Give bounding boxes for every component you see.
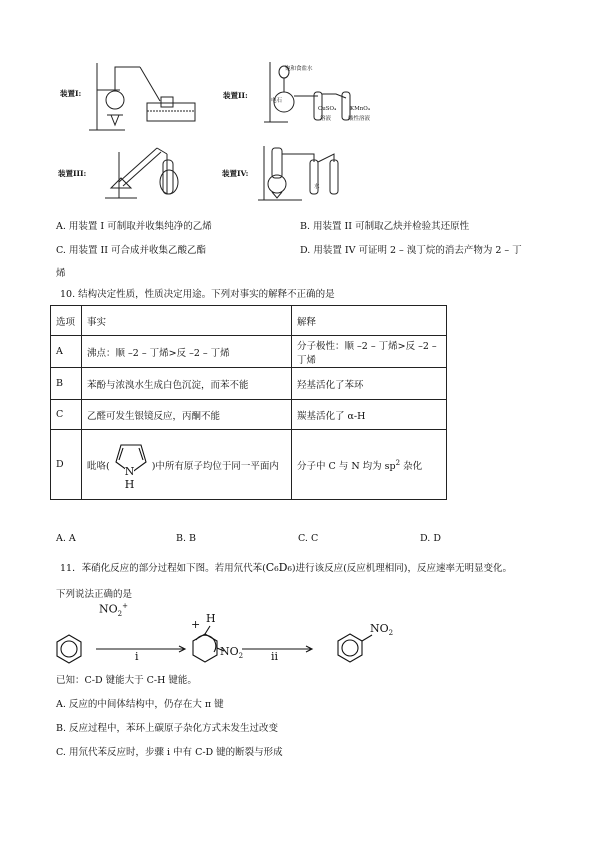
q9-option-d[interactable]: D. 用装置 IV 可证明 2 – 溴丁烷的消去产物为 2 – 丁 — [300, 245, 522, 256]
row-fact: 乙醛可发生银镜反应，丙酮不能 — [82, 400, 292, 430]
fact-prefix: 吡咯( — [87, 460, 110, 472]
q11-stem-formula: C₆D₆ — [265, 561, 292, 574]
apparatus-3-label: 装置III: — [58, 169, 87, 178]
intermediate-no2: $NO_2$ — [220, 645, 244, 661]
apparatus-2-label: 装置II: — [223, 91, 248, 100]
row-option: A — [51, 336, 82, 368]
apparatus-1-label: 装置I: — [60, 89, 82, 98]
header-option: 选项 — [51, 306, 82, 336]
reagent-cuso4: CuSO₄ — [318, 106, 337, 112]
reagent-solution: 溶液 — [320, 116, 332, 122]
apparatus-4-label: 装置IV: — [222, 169, 249, 178]
table-row — [51, 368, 447, 400]
product-no2: $NO_2$ — [370, 622, 394, 638]
row-option: B — [51, 368, 82, 400]
reagent-acidic-solution: 酸性溶液 — [348, 116, 371, 122]
reagent-kmno4: KMnO₄ — [350, 106, 370, 112]
apparatus-4-drawing — [258, 140, 358, 205]
q11-stem-prefix: 11．苯硝化反应的部分过程如下图。若用氘代苯( — [60, 563, 266, 574]
q11-known: 已知：C-D 键能大于 C-H 键能。 — [56, 675, 197, 686]
row-fact: 沸点：顺 –2 – 丁烯>反 –2 – 丁烯 — [82, 336, 292, 368]
q11-stem — [60, 560, 512, 574]
header-fact: 事实 — [82, 306, 292, 336]
q11-option-c[interactable]: C. 用氘代苯反应时，步骤 i 中有 C-D 键的断裂与形成 — [56, 747, 283, 758]
fact-suffix: )中所有原子均位于同一平面内 — [151, 460, 279, 472]
apparatus-1-drawing — [85, 55, 205, 135]
row-fact: 苯酚与浓溴水生成白色沉淀，而苯不能 — [82, 368, 292, 400]
q11-stem-suffix: )进行该反应(反应机理相同)，反应速率无明显变化。 — [291, 563, 512, 574]
q11-option-b[interactable]: B. 反应过程中，苯环上碳原子杂化方式未发生过改变 — [56, 723, 279, 734]
intermediate-h: H — [206, 612, 216, 625]
q10-answer-a[interactable]: A. A — [56, 533, 76, 544]
row-option: D — [51, 430, 82, 500]
q9-option-c[interactable]: C. 用装置 II 可合成并收集乙酸乙酯 — [56, 245, 207, 256]
explain-sup: 2 — [395, 458, 401, 467]
row-option: C — [51, 400, 82, 430]
step-ii-label: ii — [271, 650, 279, 663]
apparatus-3-drawing — [97, 142, 187, 202]
q9-option-b[interactable]: B. 用装置 II 可制取乙炔并检验其还原性 — [300, 221, 470, 232]
header-explanation: 解释 — [292, 306, 447, 336]
table-row — [51, 430, 447, 500]
explain-suffix: 杂化 — [400, 460, 423, 472]
explain-prefix: 分子中 C 与 N 均为 sp — [297, 460, 396, 472]
q11-option-a[interactable]: A. 反应的中间体结构中，仍存在大 π 键 — [56, 699, 224, 710]
q10-answer-d[interactable]: D. D — [420, 533, 441, 544]
reaction-scheme — [50, 600, 410, 670]
row-explanation — [292, 430, 447, 500]
row-fact — [82, 430, 292, 500]
row-explanation: 羰基活化了 α-H — [292, 400, 447, 430]
table-row — [51, 400, 447, 430]
pyrrole-structure — [110, 439, 152, 491]
table-header-row — [51, 306, 447, 336]
intermediate-plus: + — [191, 618, 201, 631]
row-explanation: 分子极性：顺 –2 – 丁烯>反 –2 – 丁烯 — [292, 336, 447, 368]
table-row — [51, 336, 447, 368]
reagent-carbide: 电石 — [271, 98, 283, 104]
q9-option-a[interactable]: A. 用装置 I 可制取并收集纯净的乙烯 — [56, 221, 212, 232]
pyrrole-h: H — [124, 477, 135, 491]
q9-option-d-continued: 烯 — [56, 268, 66, 279]
q10-answer-c[interactable]: C. C — [298, 533, 319, 544]
row-explanation: 羟基活化了苯环 — [292, 368, 447, 400]
q10-stem: 10. 结构决定性质，性质决定用途。下列对事实的解释不正确的是 — [60, 289, 335, 300]
reagent-water: 水 — [314, 184, 320, 190]
pyrrole-n: N — [124, 464, 135, 478]
step-i-label: i — [135, 650, 139, 663]
q11-stem-line2: 下列说法正确的是 — [56, 589, 133, 600]
reagent-no2: $NO_2^+$ — [99, 602, 128, 618]
reagent-brine: 饱和食盐水 — [285, 66, 313, 72]
q10-answer-b[interactable]: B. B — [176, 533, 197, 544]
q10-table — [50, 305, 447, 500]
